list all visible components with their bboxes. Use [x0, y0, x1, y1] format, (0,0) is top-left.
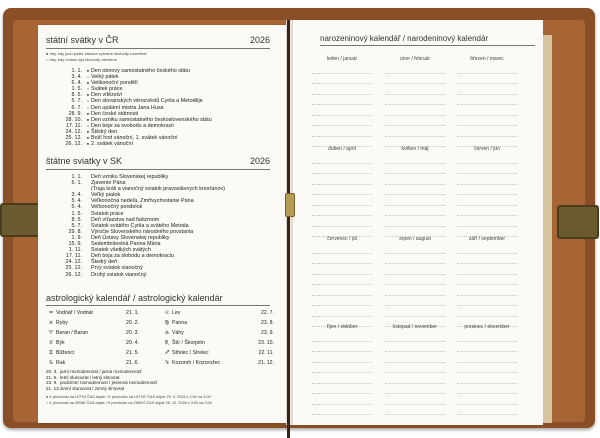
- zodiac-name: Blíženci: [56, 350, 75, 357]
- writing-line: [457, 394, 517, 405]
- holiday-name: Den boje za svobodu a demokracii: [91, 122, 174, 129]
- writing-line: [385, 174, 445, 185]
- cz-holidays-header: [46, 35, 270, 49]
- bookmark-ribbon: [287, 20, 290, 438]
- zodiac-symbol-icon: ♉: [48, 340, 54, 347]
- writing-line: [385, 195, 445, 206]
- astro-table: [46, 308, 276, 369]
- writing-line: [385, 216, 445, 227]
- month-label: říjen / október: [326, 324, 358, 330]
- month-writing-lines[interactable]: [312, 153, 372, 237]
- shop-closed-marker: ●: [86, 116, 90, 122]
- holiday-name: Den slovanských věrozvěstů Cyrila a Metoděje: [91, 98, 203, 105]
- writing-line: [385, 63, 445, 74]
- zodiac-name: Štír / Škorpión: [172, 340, 205, 347]
- holiday-name: Velikonoční pondělí: [91, 80, 138, 87]
- holiday-name: Štedrý deň: [91, 259, 118, 266]
- writing-line: [457, 174, 517, 185]
- month-label: červen / jún: [474, 146, 500, 152]
- zodiac-date: 21. 5.: [126, 350, 139, 357]
- writing-line: [457, 95, 517, 106]
- writing-line: [385, 352, 445, 363]
- month-writing-lines[interactable]: [457, 153, 517, 237]
- month-writing-lines[interactable]: [312, 243, 372, 327]
- writing-line: [312, 275, 372, 286]
- zodiac-symbol-icon: ♎: [164, 330, 170, 337]
- writing-line: [385, 153, 445, 164]
- zodiac-name: Kozoroh / Kozorožec: [172, 360, 221, 367]
- writing-line: [385, 84, 445, 95]
- holiday-name: Deň boja za slobodu a demokraciu: [91, 253, 175, 260]
- holiday-date: 29. 8.: [68, 228, 82, 235]
- shop-closed-marker: ○: [86, 98, 90, 104]
- holiday-date: 17. 11.: [65, 122, 82, 129]
- writing-line: [312, 174, 372, 185]
- writing-line: [312, 243, 372, 254]
- writing-line: [312, 185, 372, 196]
- zodiac-symbol-icon: ♋: [48, 360, 54, 367]
- holiday-date: 6. 7.: [71, 104, 82, 111]
- zodiac-name: Rak: [56, 360, 66, 367]
- strap-tab-left: [0, 203, 42, 237]
- season-date: 20. 3.: [46, 369, 58, 374]
- holiday-name: Den obnovy samostatného českého státu: [91, 68, 190, 74]
- zodiac-row: [46, 358, 276, 368]
- zodiac-symbol-icon: ♊: [48, 350, 54, 357]
- writing-line: [385, 243, 445, 254]
- holiday-date: 26. 12.: [65, 271, 82, 278]
- writing-line: [385, 394, 445, 405]
- divider: [46, 48, 270, 49]
- month-writing-lines[interactable]: [457, 243, 517, 327]
- sk-holiday-list: [46, 174, 276, 278]
- holiday-name: Sedembolestná Panna Mária: [91, 241, 161, 248]
- sk-holidays-title: štátne sviatky v SK: [46, 156, 123, 166]
- writing-line: [385, 363, 445, 374]
- holiday-date: 6. 1.: [71, 180, 82, 187]
- holiday-date: 1. 1.: [71, 68, 82, 74]
- holiday-name: Štědrý den: [91, 128, 118, 135]
- divider: [46, 169, 270, 170]
- writing-line: [385, 264, 445, 275]
- writing-line: [457, 185, 517, 196]
- writing-line: [312, 153, 372, 164]
- month-label: listopad / november: [393, 324, 437, 330]
- shop-closed-marker: ●: [86, 92, 90, 98]
- writing-line: [457, 126, 517, 137]
- zodiac-row: [46, 348, 276, 358]
- zodiac-name: Býk: [56, 340, 65, 347]
- shop-closed-marker: ○: [86, 104, 90, 110]
- season-name: podzimní rovnodennost / jesenná rovnodennosť: [60, 380, 158, 386]
- holiday-date: 5. 7.: [71, 98, 82, 105]
- writing-line: [312, 84, 372, 95]
- writing-line: [385, 206, 445, 217]
- season-name: zimní slunovrat / zimný slnovrat: [60, 386, 125, 392]
- shop-closed-marker: ●: [86, 128, 90, 134]
- writing-line: [385, 105, 445, 116]
- month-label: leden / január: [326, 56, 358, 62]
- cz-holidays-title: státní svátky v ČR: [46, 35, 119, 45]
- writing-line: [385, 185, 445, 196]
- writing-line: [457, 306, 517, 317]
- holiday-date: 1. 9.: [71, 234, 82, 241]
- zodiac-date: 23. 8.: [261, 320, 274, 327]
- holiday-name: Den vítězství: [91, 92, 123, 99]
- zodiac-name: Vodnář / Vodnár: [56, 310, 94, 316]
- writing-line: [457, 216, 517, 227]
- month-label: červenec / júl: [327, 236, 357, 242]
- holiday-name: Sviatok všetkých svätých: [91, 247, 151, 254]
- month-writing-lines[interactable]: [457, 63, 517, 147]
- zodiac-row: [46, 318, 276, 328]
- sk-holidays-header: [46, 156, 270, 170]
- shop-closed-marker: ○: [86, 86, 90, 92]
- month-label: září / september: [468, 236, 506, 242]
- month-label: březen / marec: [470, 56, 504, 62]
- writing-line: [385, 126, 445, 137]
- zodiac-name: Beran / Baran: [56, 330, 89, 337]
- writing-line: [312, 352, 372, 363]
- holiday-name: Den české státnosti: [91, 110, 139, 117]
- writing-line: [457, 164, 517, 175]
- holiday-date: 8. 5.: [71, 216, 82, 223]
- shop-closed-marker: ●: [86, 80, 90, 86]
- month-writing-lines[interactable]: [385, 243, 445, 327]
- season-row: [46, 386, 276, 392]
- writing-line: [312, 342, 372, 353]
- writing-line: [457, 264, 517, 275]
- month-writing-lines[interactable]: [312, 331, 372, 415]
- writing-line: [312, 296, 372, 307]
- holiday-date: 6. 4.: [71, 80, 82, 87]
- zodiac-name: Ryby: [56, 320, 68, 327]
- writing-line: [385, 405, 445, 416]
- strap-tab-right: [557, 205, 599, 239]
- holiday-name: 2. svátek vánoční: [91, 141, 133, 148]
- holiday-name: Výročie Slovenského národného povstania: [91, 228, 194, 235]
- writing-line: [312, 331, 372, 342]
- writing-line: [385, 331, 445, 342]
- writing-line: [312, 306, 372, 317]
- zodiac-symbol-icon: ♍: [164, 320, 170, 327]
- writing-line: [312, 264, 372, 275]
- zodiac-row: [46, 328, 276, 338]
- writing-line: [457, 342, 517, 353]
- month-writing-lines[interactable]: [457, 331, 517, 415]
- writing-line: [457, 243, 517, 254]
- writing-line: [312, 394, 372, 405]
- holiday-date: 5. 7.: [71, 222, 82, 229]
- writing-line: [385, 164, 445, 175]
- month-writing-lines[interactable]: [312, 63, 372, 147]
- writing-line: [312, 206, 372, 217]
- zodiac-row: [46, 308, 276, 318]
- writing-line: [385, 74, 445, 85]
- zodiac-symbol-icon: ♏: [164, 340, 170, 347]
- writing-line: [457, 285, 517, 296]
- holiday-name: (Traja králi a vianočný sviatok pravoslávnych kresťanov): [91, 186, 225, 193]
- writing-line: [312, 105, 372, 116]
- holiday-name: Deň Ústavy Slovenskej republiky: [91, 234, 170, 241]
- writing-line: [385, 285, 445, 296]
- holiday-name: Prvý sviatok vianočný: [91, 265, 143, 272]
- season-name: jarní rovnodennost / jarná rovnodennosť: [60, 369, 142, 374]
- holiday-name: Den vzniku samostatného československého státu: [91, 116, 212, 123]
- writing-line: [312, 254, 372, 265]
- cz-holiday-list: [46, 68, 276, 147]
- writing-line: [385, 275, 445, 286]
- zodiac-row: [46, 338, 276, 348]
- zodiac-date: 20. 2.: [126, 320, 139, 327]
- season-date: 21. 12.: [46, 386, 61, 392]
- writing-line: [457, 105, 517, 116]
- shop-closed-marker: ○: [86, 122, 90, 128]
- writing-line: [385, 342, 445, 353]
- holiday-date: 5. 4.: [71, 198, 82, 205]
- zodiac-date: 20. 4.: [126, 340, 139, 347]
- holiday-name: Sviatok svätého Cyrila a svätého Metoda: [91, 222, 189, 229]
- writing-line: [312, 405, 372, 416]
- sk-holidays-year: 2026: [249, 156, 270, 166]
- writing-line: [312, 373, 372, 384]
- holiday-name: Sviatok práce: [91, 210, 124, 217]
- holiday-date: 24. 12.: [65, 259, 82, 266]
- writing-line: [312, 95, 372, 106]
- holiday-name: Druhý sviatok vianočný: [91, 271, 147, 278]
- holiday-date: 1. 5.: [71, 210, 82, 217]
- writing-line: [457, 363, 517, 374]
- holiday-date: 1. 5.: [71, 86, 82, 93]
- writing-line: [457, 275, 517, 286]
- holiday-date: 28. 10.: [65, 116, 82, 123]
- writing-line: [457, 206, 517, 217]
- writing-line: [312, 116, 372, 127]
- cz-note-closed: ● dny, kdy jsou podle zákona vybrané obchody uzavřené: [46, 51, 147, 56]
- zodiac-date: 23. 9.: [261, 330, 274, 337]
- month-writing-lines[interactable]: [385, 63, 445, 147]
- holiday-row: [46, 141, 276, 147]
- holiday-date: 3. 4.: [71, 192, 82, 199]
- holiday-date: 26. 12.: [65, 141, 82, 148]
- writing-line: [457, 405, 517, 416]
- writing-line: [312, 74, 372, 85]
- holiday-date: 15. 9.: [68, 241, 82, 248]
- season-list: [46, 369, 276, 392]
- zodiac-name: Střelec / Strelec: [172, 350, 209, 357]
- holiday-name: Veľkonočný pondelok: [91, 204, 143, 211]
- writing-line: [457, 195, 517, 206]
- zodiac-symbol-icon: ♈: [48, 330, 54, 337]
- writing-line: [385, 306, 445, 317]
- month-label: prosinec / december: [464, 324, 510, 330]
- zodiac-date: 21. 1.: [126, 310, 139, 316]
- holiday-date: 25. 12.: [65, 265, 82, 272]
- writing-line: [457, 352, 517, 363]
- holiday-date: 3. 4.: [71, 74, 82, 81]
- holiday-name: Veľkonočná nedeľa, Zmŕtvychvstanie Pána: [91, 198, 194, 205]
- writing-line: [385, 373, 445, 384]
- holiday-date: 25. 12.: [65, 135, 82, 142]
- writing-line: [312, 285, 372, 296]
- month-label: květen / máj: [401, 146, 429, 152]
- writing-line: [312, 363, 372, 374]
- birthday-calendar-title: narozeninový kalendář / narodeninový kalendár: [320, 34, 489, 43]
- zodiac-symbol-icon: ♓: [48, 320, 54, 327]
- shop-closed-marker: ●: [86, 110, 90, 116]
- zodiac-name: Váhy: [172, 330, 184, 337]
- zodiac-date: 22. 11.: [258, 350, 274, 357]
- writing-line: [385, 95, 445, 106]
- holiday-date: 17. 11.: [65, 253, 82, 260]
- season-name: letní slunovrat / letný slnovrat: [60, 374, 120, 380]
- cz-note-open: ○ dny, kdy mohou být obchody otevřené: [46, 57, 117, 62]
- season-date: 21. 6.: [46, 374, 58, 380]
- writing-line: [385, 254, 445, 265]
- holiday-date: 6. 4.: [71, 204, 82, 211]
- holiday-date: 28. 9.: [68, 110, 82, 117]
- divider: [46, 305, 270, 306]
- month-writing-lines[interactable]: [385, 153, 445, 237]
- pen-clip: [285, 193, 295, 217]
- holiday-date: 1. 11.: [68, 247, 82, 254]
- writing-line: [457, 331, 517, 342]
- holiday-name: Svátek práce: [91, 86, 123, 93]
- holiday-name: Velký pátek: [91, 74, 119, 81]
- month-label: srpen / august: [399, 236, 431, 242]
- season-date: 23. 9.: [46, 380, 58, 386]
- month-label: duben / apríl: [328, 146, 356, 152]
- astro-title: astrologický kalendář / astrologický kalendár: [46, 293, 223, 303]
- dst-summer-note: ● K přechodu na LETNÍ ČAS dojde / K prechodu na LETNÝ ČAS dôjde 29. 3. 2026 z 2:00 na 3:00: [46, 395, 211, 399]
- holiday-date: 24. 12.: [65, 128, 82, 135]
- holiday-row: [46, 272, 276, 278]
- writing-line: [312, 63, 372, 74]
- holiday-name: Den upálení mistra Jana Husa: [91, 104, 164, 111]
- divider: [320, 45, 535, 46]
- month-writing-lines[interactable]: [385, 331, 445, 415]
- shop-closed-marker: ●: [86, 135, 90, 141]
- shop-closed-marker: ●: [86, 68, 90, 73]
- holiday-name: Deň víťazstva nad fašizmom: [91, 216, 160, 223]
- zodiac-date: 23. 10.: [258, 340, 274, 347]
- zodiac-name: Panna: [172, 320, 188, 327]
- month-label: únor / február: [399, 56, 431, 62]
- writing-line: [312, 164, 372, 175]
- writing-line: [457, 63, 517, 74]
- zodiac-date: 22. 7.: [261, 310, 274, 316]
- writing-line: [457, 116, 517, 127]
- writing-line: [457, 296, 517, 307]
- writing-line: [457, 373, 517, 384]
- zodiac-symbol-icon: ♒: [48, 310, 54, 316]
- writing-line: [312, 216, 372, 227]
- writing-line: [457, 153, 517, 164]
- writing-line: [457, 384, 517, 395]
- holiday-name: Boží hod vánoční, 1. svátek vánoční: [91, 135, 178, 142]
- dst-winter-note: ○ K přechodu na ZIMNÍ ČAS dojde / K prechodu na ZIMNÝ ČAS dôjde 25. 10. 2026 z 3:00 na 2:00: [46, 401, 212, 405]
- holiday-name: Veľký piatok: [91, 192, 121, 199]
- writing-line: [312, 195, 372, 206]
- shop-closed-marker: ●: [86, 141, 90, 147]
- holiday-name: Zjavenie Pána: [91, 180, 126, 187]
- writing-line: [312, 126, 372, 137]
- holiday-date: 8. 5.: [71, 92, 82, 99]
- zodiac-date: 20. 3.: [126, 330, 139, 337]
- writing-line: [457, 84, 517, 95]
- writing-line: [457, 74, 517, 85]
- writing-line: [457, 254, 517, 265]
- holiday-date: 1. 1.: [71, 174, 82, 180]
- shop-closed-marker: ○: [86, 74, 90, 80]
- writing-line: [385, 116, 445, 127]
- cz-holidays-year: 2026: [249, 35, 270, 45]
- zodiac-symbol-icon: ♐: [164, 350, 170, 357]
- holiday-name: Deň vzniku Slovenskej republiky: [91, 174, 169, 180]
- zodiac-date: 21. 12.: [258, 360, 274, 367]
- zodiac-date: 21. 6.: [126, 360, 139, 367]
- zodiac-name: Lev: [172, 310, 181, 316]
- zodiac-symbol-icon: ♑: [164, 360, 170, 367]
- writing-line: [385, 384, 445, 395]
- zodiac-symbol-icon: ♌: [164, 310, 170, 316]
- writing-line: [312, 384, 372, 395]
- writing-line: [385, 296, 445, 307]
